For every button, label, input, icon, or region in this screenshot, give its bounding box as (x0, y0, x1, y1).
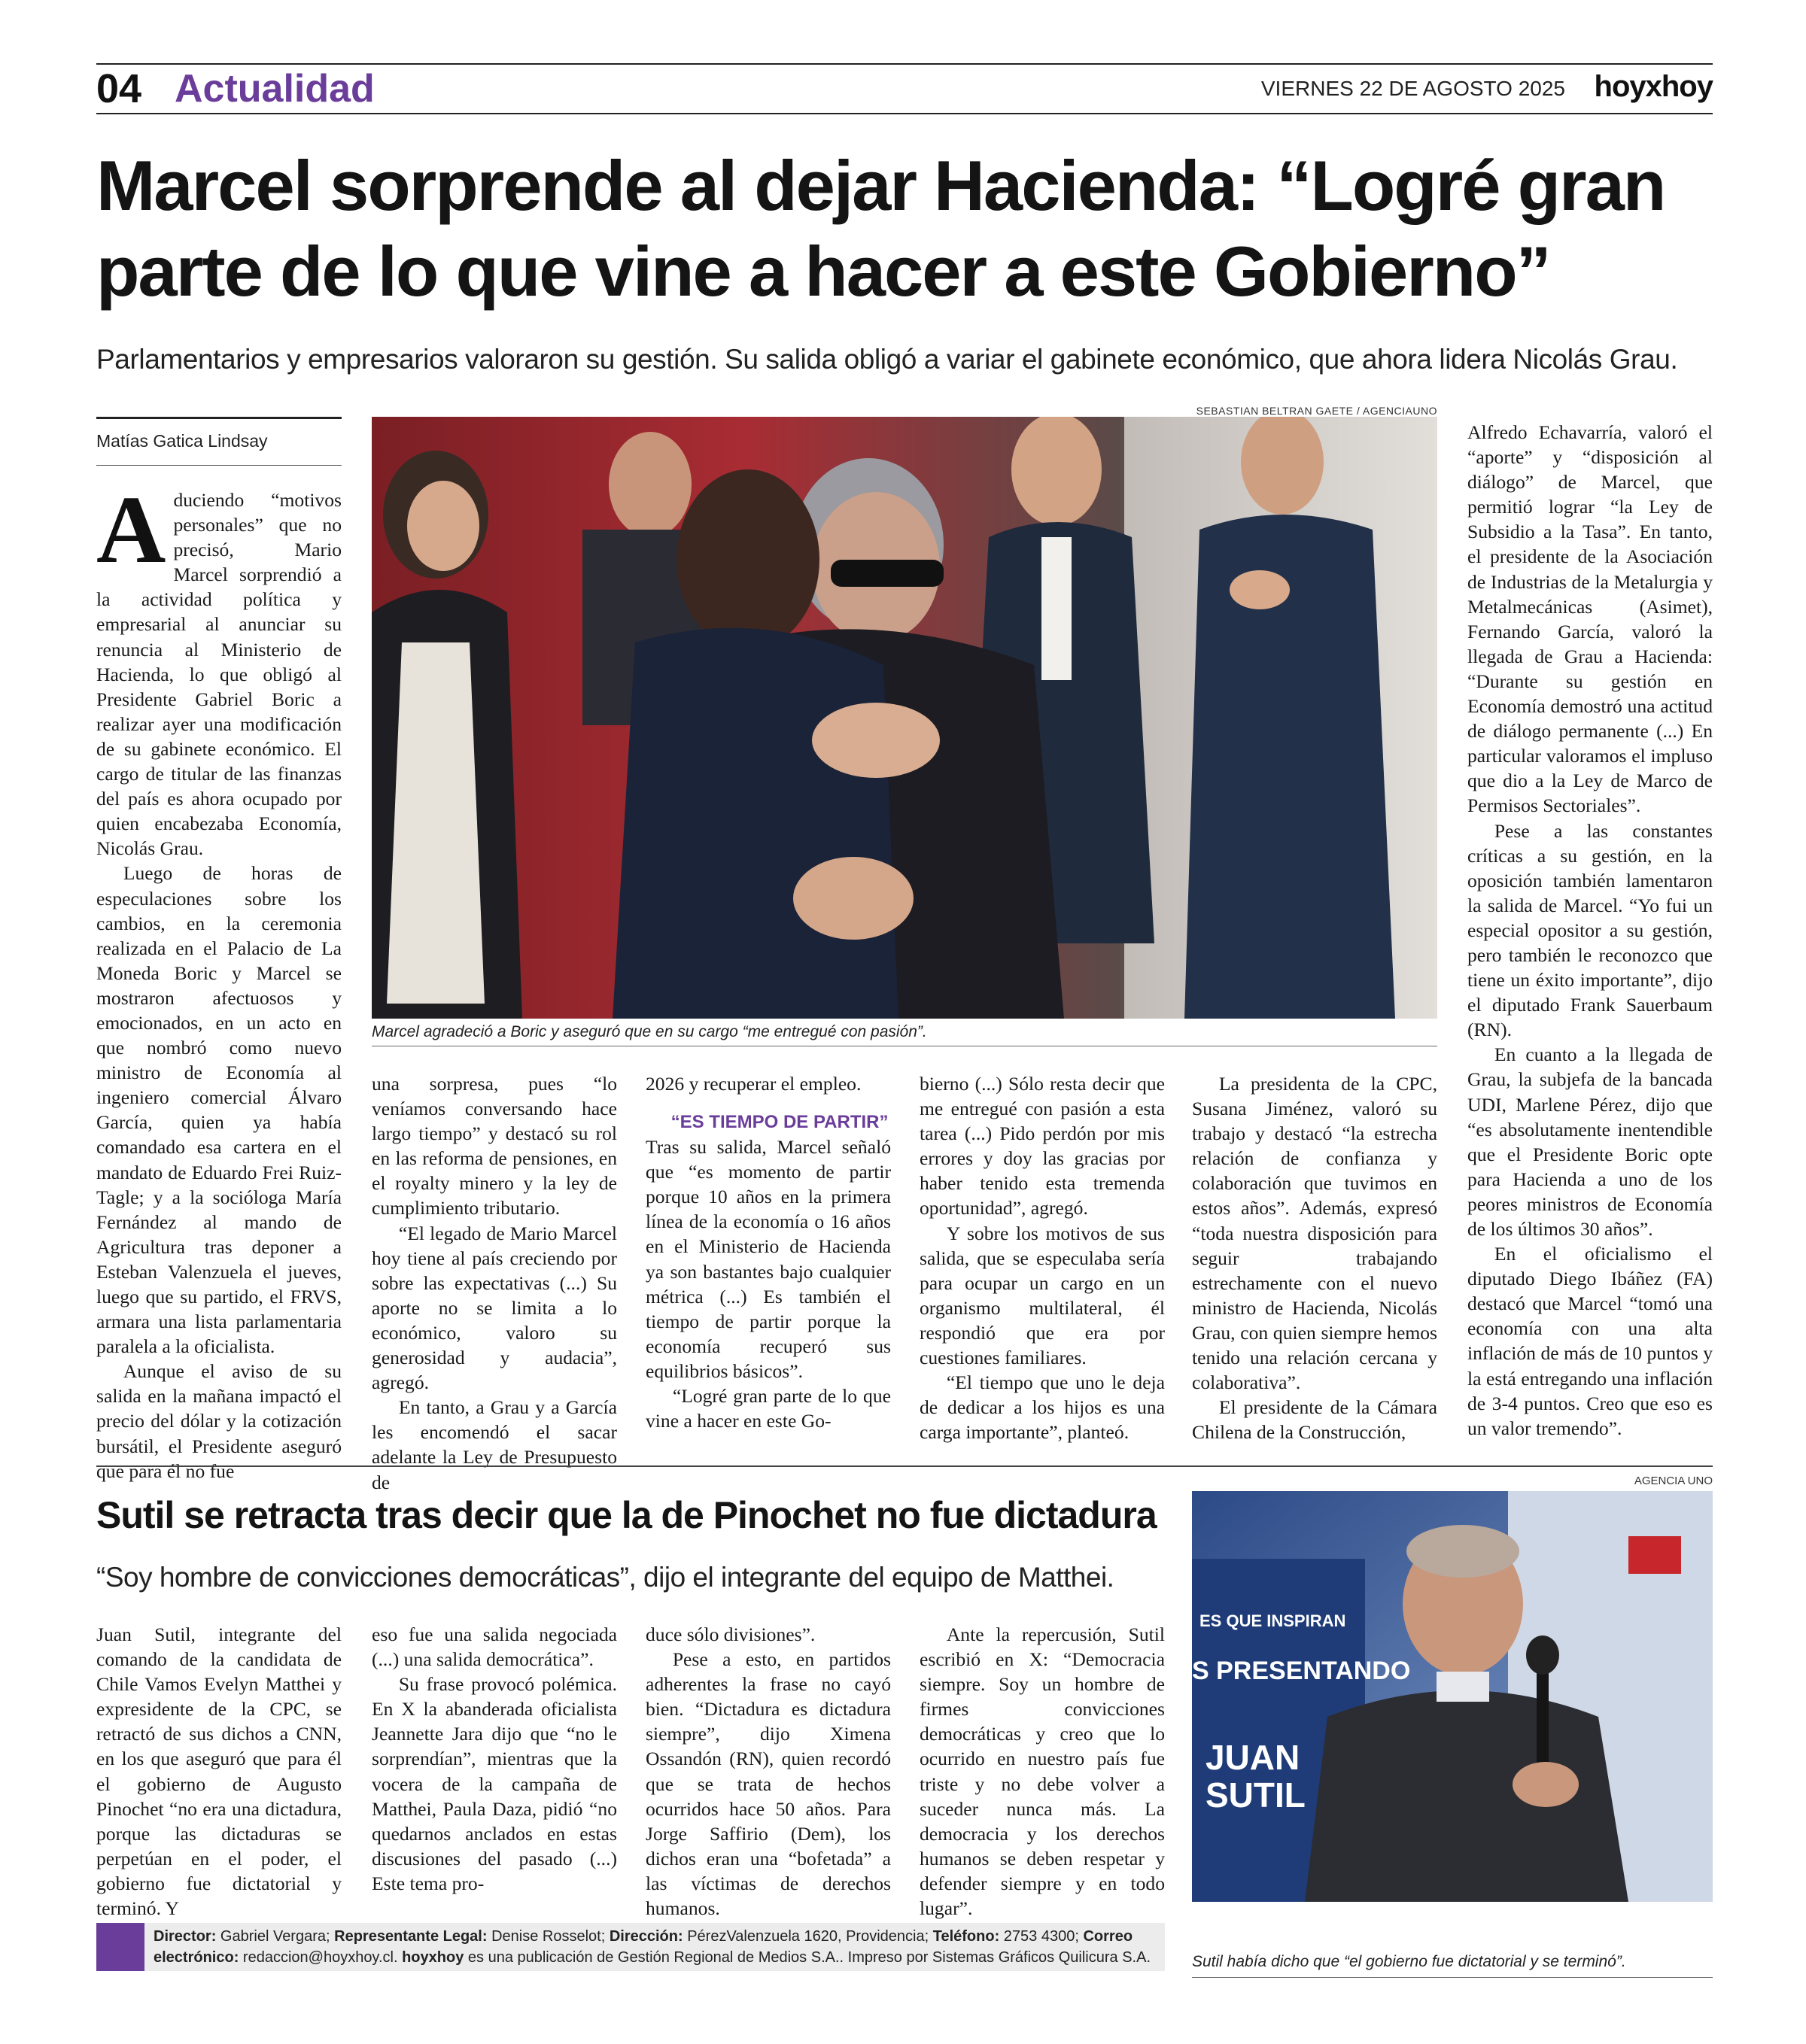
paragraph: El presidente de la Cámara Chilena de la Construcción, (1192, 1396, 1437, 1444)
paragraph: Pese a esto, en partidos adherentes la frase no cayó bien. “Dictadura es dictadura siempre”, dijo Ximena Ossandón (RN), quien recordó que se trata de hechos ocurridos hace 50 años. Para Jorge Saffirio (Dem), los dichos eran una “bofetada” a las víctimas de derechos humanos. (646, 1648, 891, 1920)
paragraph: una sorpresa, pues “lo veníamos conversando hace largo tiempo” y destacó su rol en las reforma de pensiones, en el royalty minero y la ley de cumplimiento tributario. (372, 1073, 617, 1219)
paragraph: “Logré gran parte de lo que vine a hacer en este Go- (646, 1385, 891, 1432)
article2-column-1 (96, 1622, 342, 1921)
paragraph: “El legado de Mario Marcel hoy tiene al país creciendo por sobre las expectativas (...) Su aporte no se limita a lo económico, valoro su generosidad y audacia”, agregó. (372, 1222, 617, 1394)
photo-credit: SEBASTIAN BELTRAN GAETE / AGENCIAUNO (1196, 405, 1437, 417)
paragraph: La presidenta de la CPC, Susana Jiménez, valoró su trabajo y destacó “la estrecha relación de confianza y colaboración que tuvimos en estos años”. Además, expresó “toda nuestra disposición para seguir trabajando estrechamente con el nuevo ministro de Hacienda, Nicolás Grau, con quien siempre hemos tenido una relación cercana y colaborativa”. (1192, 1073, 1437, 1394)
paragraph: Pese a las constantes críticas a su gestión, en la oposición también lamentaron la salida de Marcel. “Yo fui un especial opositor a su gestión, pero también le reconozco que tiene un éxito importante”, dijo el diputado Frank Sauerbaum (RN). (1467, 819, 1713, 1041)
paragraph: Aunque el aviso de su salida en la mañana impactó el precio del dólar y la cotización bursátil, el Presidente aseguró que para él no fue (96, 1360, 342, 1482)
hug-photo-illustration (372, 417, 1437, 1019)
banner-text: SUTIL (1206, 1775, 1306, 1815)
phone: 2753 4300; (1003, 1928, 1079, 1945)
paragraph: 2026 y recuperar el empleo. (646, 1073, 862, 1095)
header-top-rule (96, 63, 1713, 65)
sutil-photo (1192, 1491, 1713, 1902)
byline: Matías Gatica Lindsay (96, 431, 268, 451)
section-divider (96, 1465, 1713, 1467)
address: PérezValenzuela 1620, Providencia; (687, 1928, 929, 1945)
label: Director: (154, 1928, 217, 1945)
headline-secondary: Sutil se retracta tras decir que la de Pinochet no fue dictadura (96, 1494, 1157, 1536)
paragraph: Su frase provocó polémica. En X la abanderada oficialista Jeannette Jara dijo que “no le sorprendían”, mientras que la vocera de la campaña de Matthei, Paula Daza, pidió “no quedarnos anclados en estas discusiones del pasado (...) Este tema pro- (372, 1673, 617, 1894)
brand-name: hoyxhoy (402, 1949, 464, 1966)
photo-caption: Sutil había dicho que “el gobierno fue dictatorial y se terminó”. (1192, 1953, 1626, 1970)
masthead-text (154, 1926, 1162, 1968)
banner-text: S PRESENTANDO (1192, 1657, 1411, 1685)
email: redaccion@hoyxhoy.cl. (242, 1949, 398, 1966)
byline-rule (96, 417, 342, 419)
director-name: Gabriel Vergara; (220, 1928, 330, 1945)
paragraph: bierno (...) Sólo resta decir que me entregué con pasión a esta tarea (...) Pido perdón por mis errores y doy las gracias por haber tenido esta tremenda oportunidad”, agregó. (920, 1073, 1165, 1219)
paragraph: Luego de horas de especulaciones sobre los cambios, en la ceremonia realizada en el Palacio de La Moneda Boric y Marcel se mostraron afectuosos y emocionados, en un acto en que nombró como nuevo ministro de Economía al ingeniero comercial Álvaro García, quien ya había comandado esa cartera en el mandato de Eduardo Frei Ruiz-Tagle; y a la socióloga María Fernández al mando de Agricultura tras deponer a Esteban Valenzuela el jueves, luego que su partido, el FRVS, armara una lista parlamentaria paralela a la oficialista. (96, 862, 342, 1358)
paragraph: En tanto, a Grau y a García les encomendó el sacar adelante la Ley de Presupuesto de (372, 1396, 617, 1493)
article2-column-2 (372, 1622, 617, 1896)
issue-date: VIERNES 22 DE AGOSTO 2025 (1260, 77, 1565, 100)
subtitle: Parlamentarios y empresarios valoraron su gestión. Su salida obligó a variar el gabinete económico, que ahora lidera Nicolás Grau. (96, 344, 1678, 375)
page-number: 04 (96, 66, 142, 111)
paragraph: “El tiempo que uno le deja de dedicar a los hijos es una carga importante”, planteó. (920, 1371, 1165, 1444)
paragraph: eso fue una salida negociada (...) una salida democrática”. (372, 1623, 617, 1671)
lead-paragraph (96, 476, 342, 861)
label: Teléfono: (932, 1928, 1000, 1945)
label: Dirección: (609, 1928, 683, 1945)
photo-caption: Marcel agradeció a Boric y aseguró que en su cargo “me entregué con pasión”. (372, 1023, 927, 1040)
label: Representante Legal: (334, 1928, 488, 1945)
speaker-photo-illustration (1192, 1491, 1713, 1902)
paragraph: Juan Sutil, integrante del comando de la candidata de Chile Vamos Evelyn Matthei y expresidente de la CPC, se retractó de sus dichos a CNN, en los que aseguró que para él el gobierno de Augusto Pinochet “no era una dictadura, porque las dictaduras se perpetúan en el poder, el gobierno fue dictatorial y terminó. Y (96, 1623, 342, 1920)
label: Correo electrónico: (154, 1928, 1133, 1966)
byline-rule (96, 465, 342, 466)
banner-text: ES QUE INSPIRAN (1199, 1611, 1346, 1630)
paragraph: En el oficialismo el diputado Diego Ibáñez (FA) destacó que Marcel “tomó una economía con una alta inflación de más de 10 puntos y la está entregando una inflación de 3-4 puntos. Creo que eso es un valor tremendo”. (1467, 1243, 1713, 1439)
masthead-accent (96, 1923, 144, 1971)
headline: Marcel sorprende al dejar Hacienda: “Logré gran parte de lo que vine a hacer a este Gobierno” (96, 146, 1665, 311)
article-column-1 (96, 476, 342, 1482)
photo-credit: AGENCIA UNO (1634, 1475, 1713, 1487)
paragraph: En cuanto a la llegada de Grau, la subjefa de la bancada UDI, Marlene Pérez, dijo que “es absolutamente inentendible que el Presidente Boric opte para Hacienda a uno de los peores ministros de Economía de los últimos 30 años”. (1467, 1043, 1713, 1240)
article-column-5 (1192, 1071, 1437, 1444)
caption-rule (1192, 1977, 1713, 1978)
paragraph: Y sobre los motivos de sus salida, que se especulaba sería para ocupar un cargo en un organismo multilateral, él respondió que era por cuestiones familiares. (920, 1222, 1165, 1369)
article-column-6 (1467, 420, 1713, 1441)
article2-column-3 (646, 1622, 891, 1921)
article-column-3 (646, 1071, 891, 1433)
publisher-info: es una publicación de Gestión Regional de Medios S.A.. Impreso por Sistemas Gráficos Quilicura S.A. (467, 1949, 1151, 1966)
paragraph: Ante la repercusión, Sutil escribió en X: “Democracia siempre. Soy un hombre de firmes convicciones democráticas y creo que lo ocurrido en nuestro país fue triste y no debe volver a suceder nunca más. La democracia y los derechos humanos se deben respetar y defender siempre y en todo lugar”. (920, 1623, 1165, 1920)
main-photo (372, 417, 1437, 1019)
subtitle-secondary: “Soy hombre de convicciones democráticas”, dijo el integrante del equipo de Matthei. (96, 1562, 1114, 1593)
drop-cap: A (96, 476, 166, 583)
article-column-2 (372, 1071, 617, 1495)
header-bottom-rule (96, 113, 1713, 114)
subhead: “ES TIEMPO DE PARTIR” (670, 1112, 889, 1133)
brand-logo: hoyxhoy (1594, 70, 1713, 103)
paragraph: duce sólo divisiones”. (646, 1623, 816, 1645)
banner-text: JUAN (1206, 1738, 1300, 1777)
legal-rep: Denise Rosselot; (491, 1928, 606, 1945)
article2-column-4 (920, 1622, 1165, 1921)
paragraph: Tras su salida, Marcel señaló que “es momento de partir porque 10 años en la primera línea de la economía o 16 años en el Ministerio de Hacienda ya son bastantes bajo cualquier métrica (...) Es también el tiempo de partir porque la economía recuperó sus equilibrios básicos”. (646, 1136, 891, 1382)
section-name: Actualidad (175, 67, 375, 111)
article-column-4 (920, 1071, 1165, 1444)
paragraph: Alfredo Echavarría, valoró el “aporte” y “disposición al diálogo” de Marcel, que permitió lograr “la Ley de Subsidio a la Tasa”. En tanto, el presidente de la Asociación de Industrias de la Metalurgia y Metalmecánicas (Asimet), Fernando García, valoró la llegada de Grau a Hacienda: “Durante su gestión en Economía demostró una actitud de diálogo permanente (...) En particular valoramos el impluso que dio a la Ley de Marco de Permisos Sectoriales”. (1467, 421, 1713, 817)
paragraph-text: duciendo “motivos personales” que no precisó, Mario Marcel sorprendió a la actividad política y empresarial al anunciar su renuncia al Ministerio de Hacienda, lo que obligó al Presidente Gabriel Boric a realizar ayer una modificación de su gabinete económico. El cargo de titular de las finanzas del país es ahora ocupado por quien encabezaba Economía, Nicolás Grau. (96, 489, 342, 860)
